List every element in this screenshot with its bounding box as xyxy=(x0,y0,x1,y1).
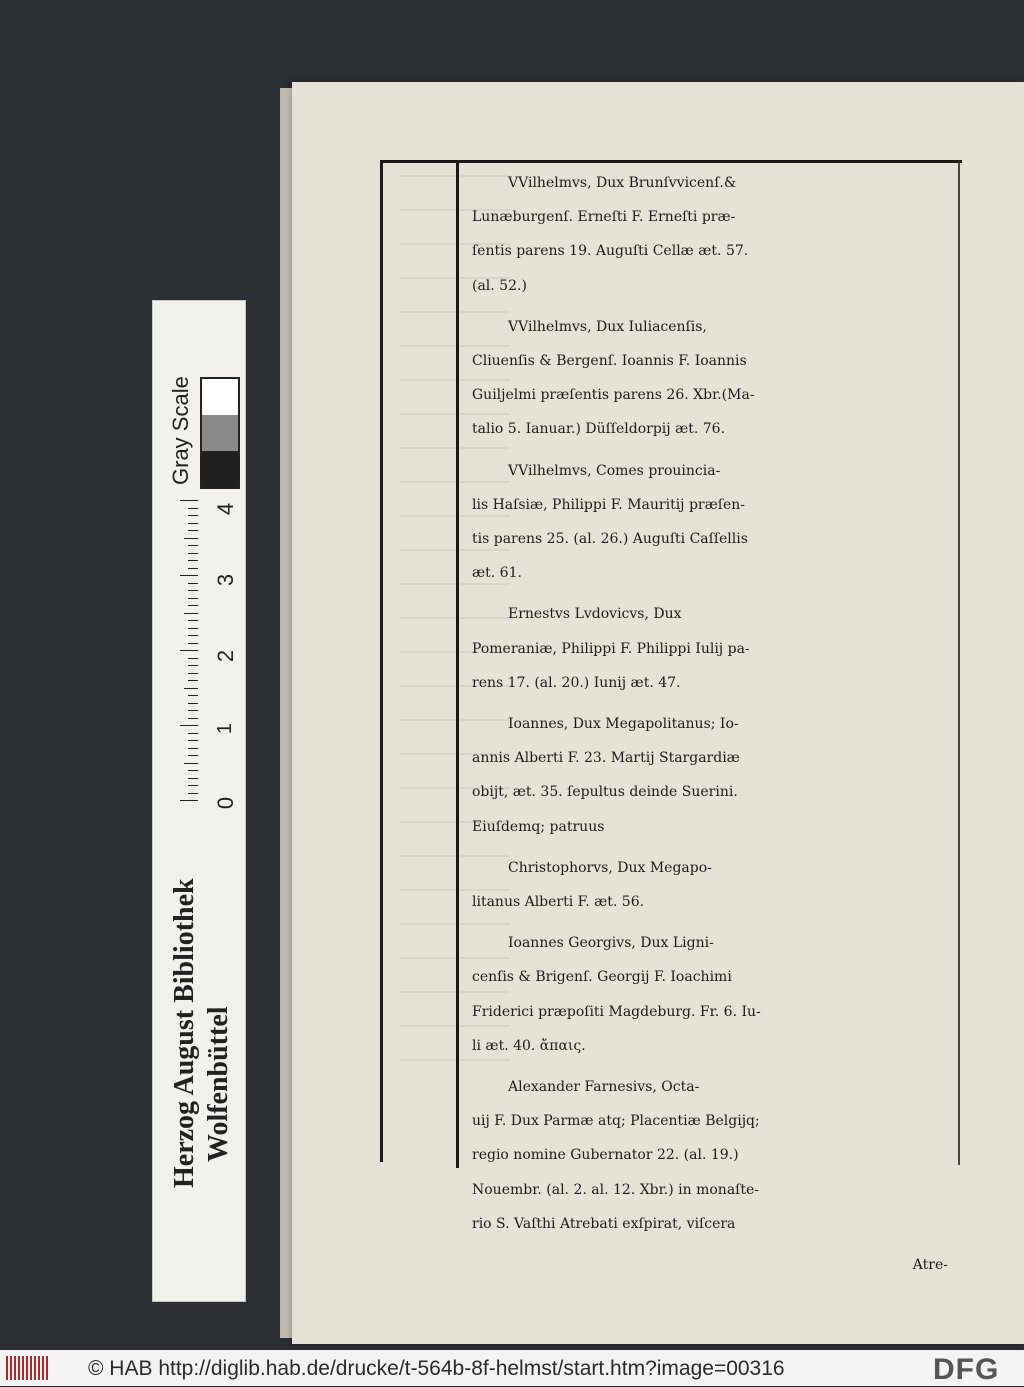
ruler-tick xyxy=(188,508,198,509)
gray-swatch-black xyxy=(202,451,238,487)
gray-swatch-mid xyxy=(202,415,238,451)
ruler-tick xyxy=(188,635,198,636)
ruler-tick xyxy=(188,793,198,794)
text-line: Pomeraniæ, Philippi F. Philippi Iulij pa- xyxy=(472,640,750,657)
text-line: Cliuenſis & Bergenſ. Ioannis F. Ioannis xyxy=(472,353,747,370)
ruler-tick xyxy=(188,583,198,584)
text-line: VVilhelmvs, Comes prouincia- xyxy=(508,462,721,479)
text-line: Christophorvs, Dux Megapo- xyxy=(508,859,712,876)
library-name-line1: Herzog August Bibliothek xyxy=(169,878,200,1188)
text-entry xyxy=(472,166,960,303)
ruler-tick xyxy=(184,538,198,539)
text-line: Alexander Farnesivs, Octa- xyxy=(508,1079,700,1096)
text-line: Eiuſdemq; patruus xyxy=(472,818,605,835)
ruler-ticks xyxy=(180,500,200,810)
ruler-tick xyxy=(188,710,198,711)
ruler-tick xyxy=(188,560,198,561)
ruler-tick xyxy=(188,673,198,674)
text-entry xyxy=(472,851,960,919)
gray-scale-label: Gray Scale xyxy=(168,376,193,485)
ruler-tick xyxy=(188,620,198,621)
ruler-tick xyxy=(188,590,198,591)
ruler-tick xyxy=(188,605,198,606)
ruler-tick xyxy=(188,755,198,756)
gray-swatch-white xyxy=(202,379,238,415)
text-entry xyxy=(472,597,960,700)
text-line: talio 5. Ianuar.) Düſſeldorpij æt. 76. xyxy=(472,421,726,438)
ruler-tick xyxy=(180,575,198,576)
ruler-tick xyxy=(188,770,198,771)
footer-bar xyxy=(0,1350,1024,1386)
ruler-tick xyxy=(180,725,198,726)
rule-top xyxy=(380,160,962,163)
text-line: annis Alberti F. 23. Martij Stargardiæ xyxy=(472,750,740,767)
ruler-tick xyxy=(188,703,198,704)
ruler-tick xyxy=(188,515,198,516)
text-column xyxy=(472,166,960,1282)
ruler-tick xyxy=(188,545,198,546)
ruler-tick xyxy=(180,650,198,651)
ruler-tick xyxy=(184,613,198,614)
ruler-tick xyxy=(188,778,198,779)
text-line: uij F. Dux Parmæ atq; Placentiæ Belgijq; xyxy=(472,1113,760,1130)
ruler-tick xyxy=(188,740,198,741)
text-line: cenſis & Brigenſ. Georgij F. Ioachimi xyxy=(472,969,732,986)
text-line: Nouembr. (al. 2. al. 12. Xbr.) in monaſte- xyxy=(472,1181,759,1198)
text-line: Ernestvs Lvdovicvs, Dux xyxy=(508,606,682,623)
text-line: VVilhelmvs, Dux Iuliacenſis, xyxy=(508,318,707,335)
dfg-logo: DFG xyxy=(933,1353,1000,1386)
text-line: Guiljelmi præſentis parens 26. Xbr.(Ma- xyxy=(472,387,755,404)
text-entry xyxy=(472,310,960,447)
ruler-tick xyxy=(188,523,198,524)
text-line: æt. 61. xyxy=(472,565,522,582)
text-line: litanus Alberti F. æt. 56. xyxy=(472,894,645,911)
ruler-tick xyxy=(188,643,198,644)
library-name-line2: Wolfenbüttel xyxy=(203,1006,234,1162)
text-entry xyxy=(472,926,960,1063)
text-line: li æt. 40. ἄπαις. xyxy=(472,1037,586,1054)
ruler-tick xyxy=(188,665,198,666)
text-line: rio S. Vaſthi Atrebati exſpirat, viſcera xyxy=(472,1215,736,1232)
ruler-tick xyxy=(188,748,198,749)
text-line: rens 17. (al. 20.) Iunij æt. 47. xyxy=(472,674,681,691)
ruler-tick xyxy=(188,695,198,696)
text-line: obijt, æt. 35. ſepultus deinde Suerini. xyxy=(472,784,738,801)
ruler-number-2: 2 xyxy=(213,649,239,663)
text-line: Ioannes Georgivs, Dux Ligni- xyxy=(508,935,714,952)
copyright-text: © HAB http://diglib.hab.de/drucke/t-564b-8f-helmst/start.htm?image=00316 xyxy=(88,1357,785,1380)
text-line: regio nomine Gubernator 22. (al. 19.) xyxy=(472,1147,739,1164)
rule-margin-left xyxy=(380,160,383,1162)
text-entry xyxy=(472,454,960,591)
ruler-tick xyxy=(184,688,198,689)
text-line: Lunæburgenſ. Erneſti F. Erneſti præ- xyxy=(472,209,736,226)
ruler-tick xyxy=(188,530,198,531)
ruler-tick xyxy=(180,800,198,801)
ruler-tick xyxy=(188,598,198,599)
gray-scale-swatch xyxy=(200,377,240,489)
ruler-number-4: 4 xyxy=(213,502,239,516)
ruler-tick xyxy=(188,658,198,659)
text-entry xyxy=(472,707,960,844)
text-line: Friderici præpoſiti Magdeburg. Fr. 6. Iu- xyxy=(472,1003,761,1020)
ruler-tick xyxy=(180,500,198,501)
text-line: tis parens 25. (al. 26.) Auguſti Caſſellis xyxy=(472,531,748,548)
ruler-tick xyxy=(188,628,198,629)
text-line: (al. 52.) xyxy=(472,277,527,294)
text-line: lis Haſsiæ, Philippi F. Mauritij præſen- xyxy=(472,496,745,513)
ruler-tick xyxy=(188,568,198,569)
rule-margin-right xyxy=(456,160,459,1168)
text-entry xyxy=(472,1070,960,1241)
ruler-tick xyxy=(188,680,198,681)
ruler-number-3: 3 xyxy=(213,573,239,587)
library-name xyxy=(168,878,236,1188)
hab-logo-icon xyxy=(6,1356,48,1380)
text-line: Ioannes, Dux Megapolitanus; Io- xyxy=(508,716,739,733)
text-line: ſentis parens 19. Auguſti Cellæ æt. 57. xyxy=(472,243,749,260)
ruler-number-0: 0 xyxy=(213,796,239,810)
ruler-tick xyxy=(188,733,198,734)
catchword: Atre- xyxy=(912,1257,948,1274)
ruler-tick xyxy=(188,785,198,786)
ruler-tick xyxy=(184,763,198,764)
ruler-tick xyxy=(188,553,198,554)
text-line: VVilhelmvs, Dux Brunſvvicenſ.& xyxy=(508,175,737,191)
ruler-number-1: 1 xyxy=(214,722,237,735)
ruler-tick xyxy=(188,718,198,719)
